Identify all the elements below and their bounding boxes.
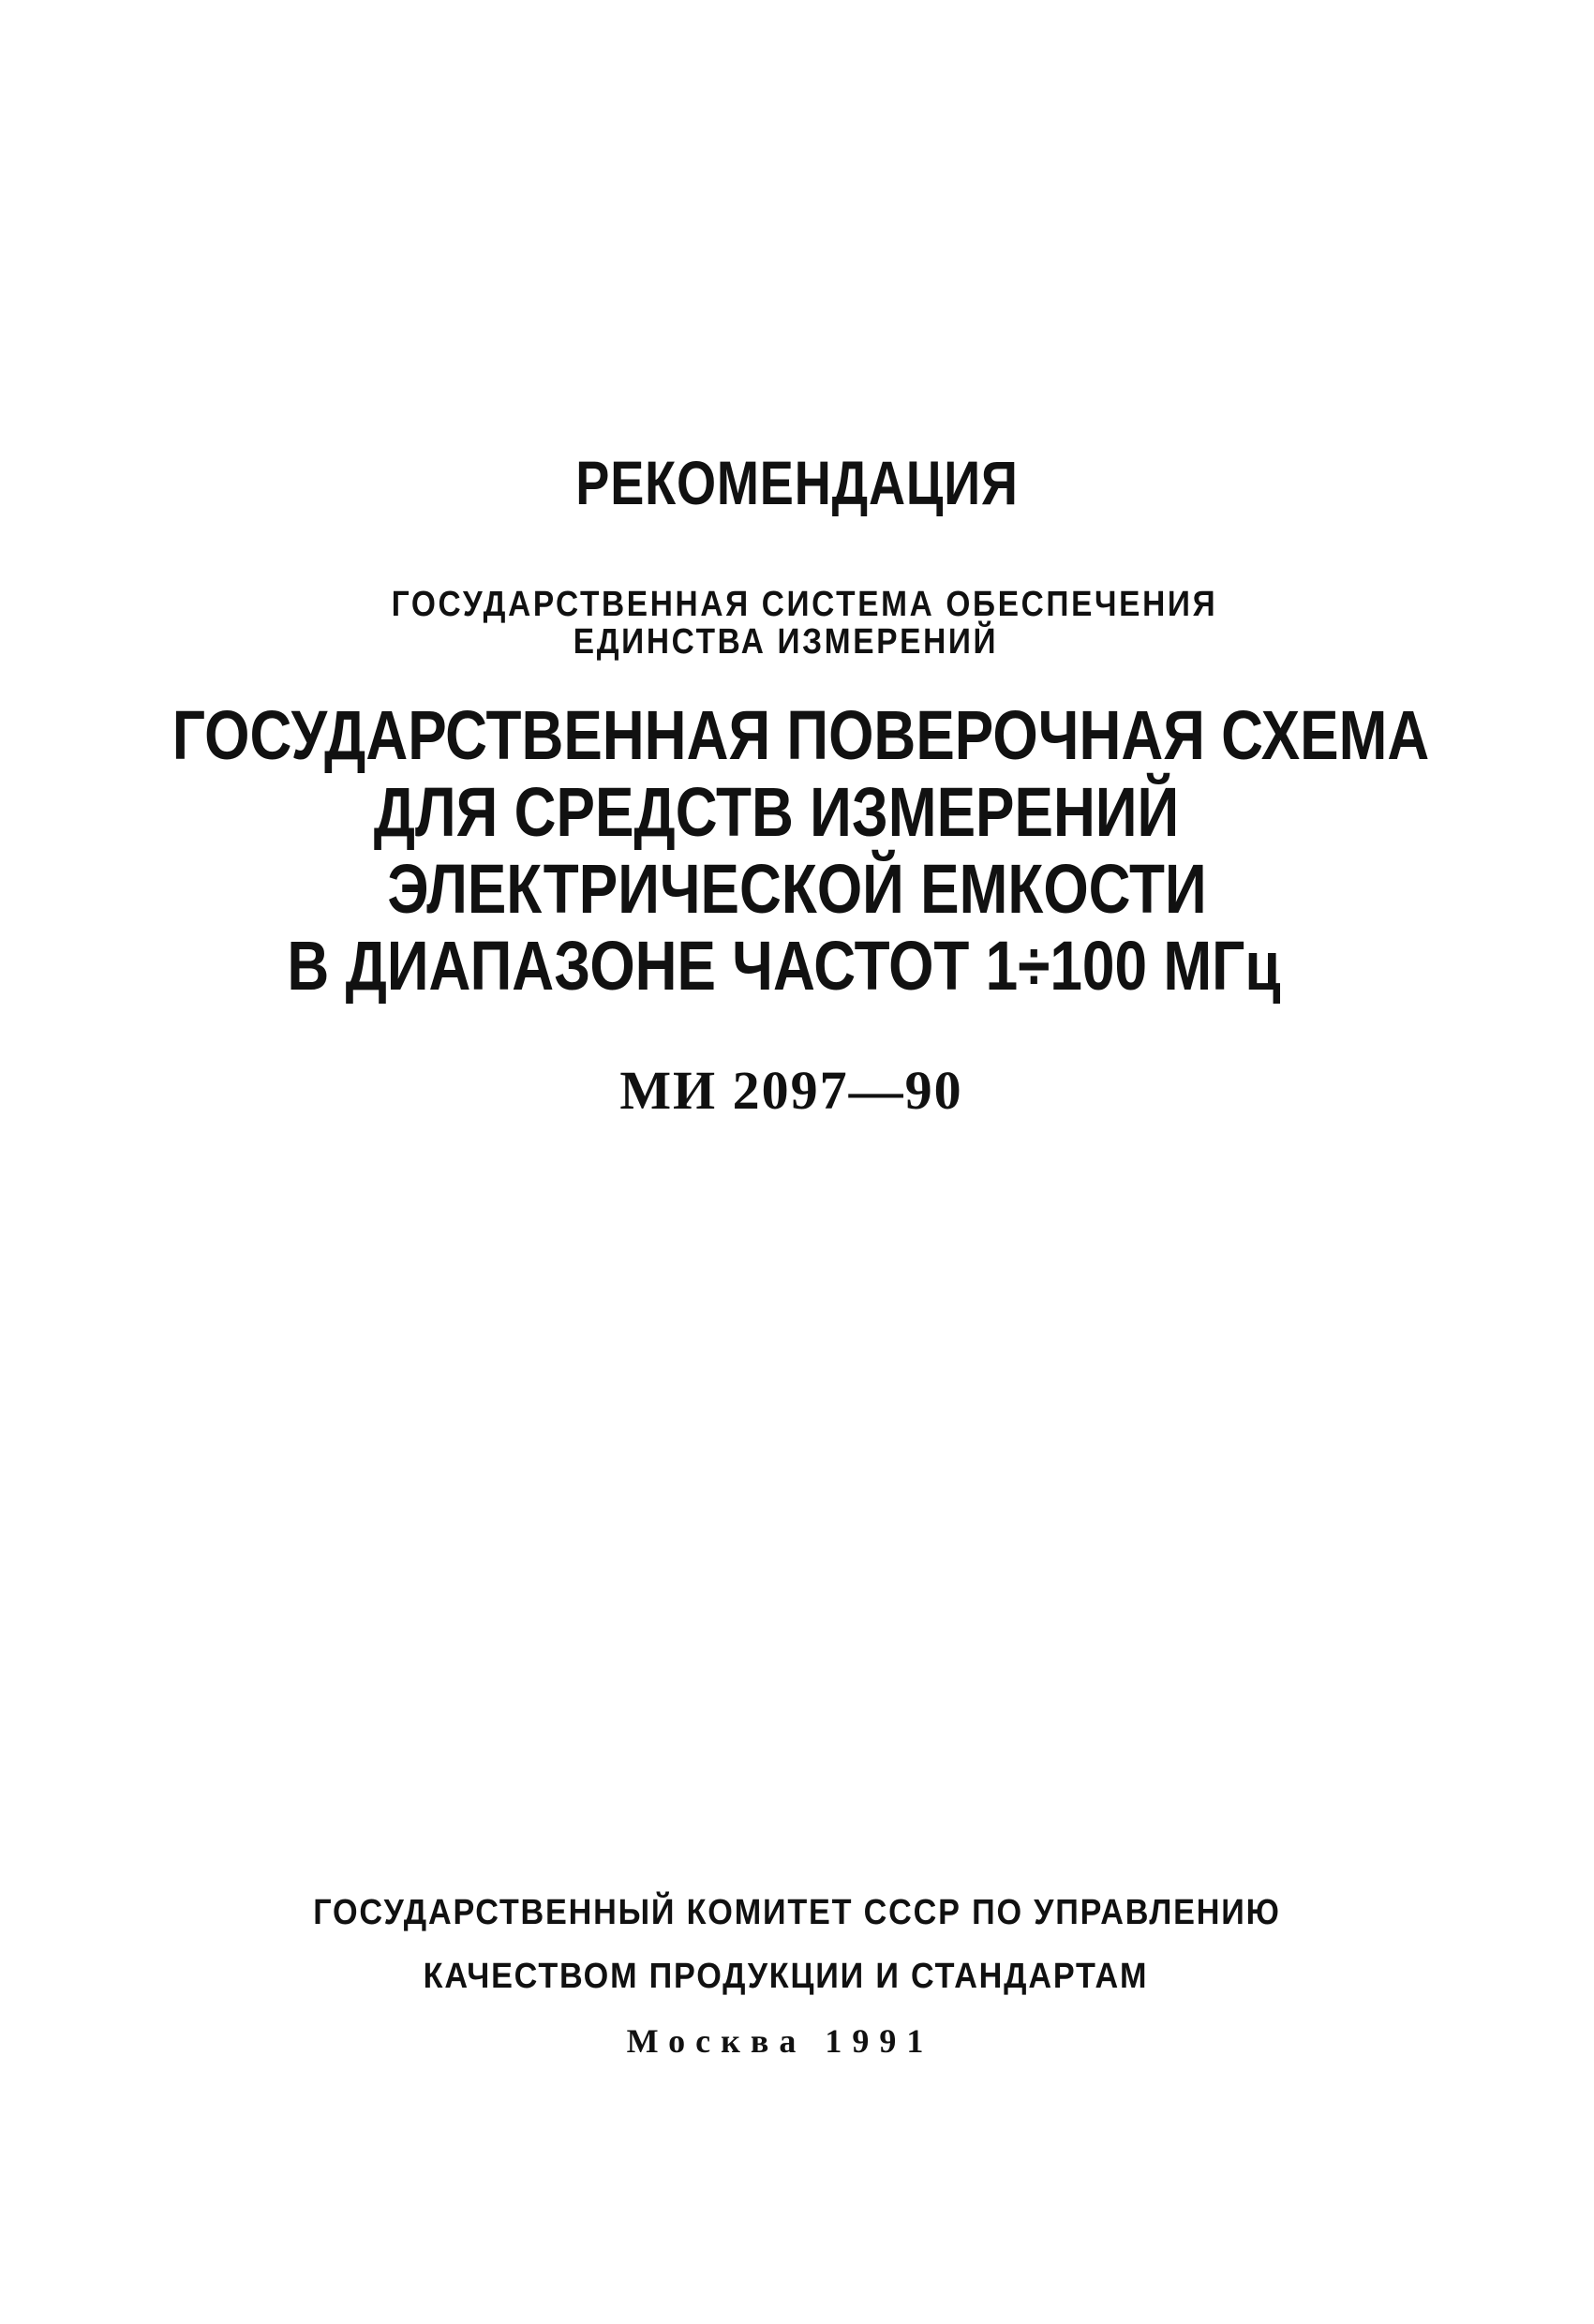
document-title-line-4: В ДИАПАЗОНЕ ЧАСТОТ 1÷100 МГц [287,927,1281,1005]
system-name-line-2: ЕДИНСТВА ИЗМЕРЕНИЙ [573,622,999,662]
system-name-line-1: ГОСУДАРСТВЕННАЯ СИСТЕМА ОБЕСПЕЧЕНИЯ [391,585,1218,624]
document-code: МИ 2097—90 [619,1060,963,1121]
publisher-line-1: ГОСУДАРСТВЕННЫЙ КОМИТЕТ СССР ПО УПРАВЛЕНИЮ [313,1893,1281,1932]
document-title-line-2: ДЛЯ СРЕДСТВ ИЗМЕРЕНИЙ [373,773,1180,851]
publisher-line-2: КАЧЕСТВОМ ПРОДУКЦИИ И СТАНДАРТАМ [423,1957,1149,1996]
place-and-year: Москва 1991 [626,2022,934,2060]
document-title-line-1: ГОСУДАРСТВЕННАЯ ПОВЕРОЧНАЯ СХЕМА [171,696,1430,774]
document-title-line-3: ЭЛЕКТРИЧЕСКОЙ ЕМКОСТИ [387,850,1207,928]
document-type: РЕКОМЕНДАЦИЯ [575,448,1019,517]
